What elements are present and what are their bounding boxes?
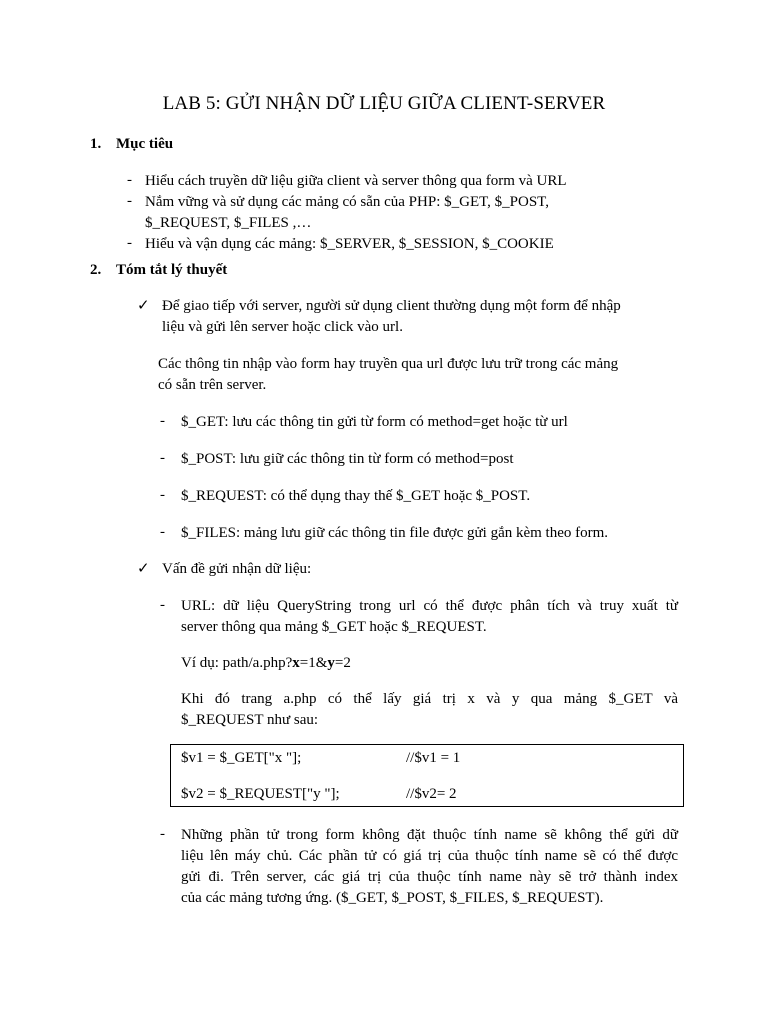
section-title: Tóm tắt lý thuyết bbox=[116, 262, 228, 278]
example-text bbox=[181, 653, 351, 674]
bullet-dash: - bbox=[160, 826, 165, 842]
array-item-files: $_FILES: mảng lưu giữ các thông tin file được gửi gắn kèm theo form. bbox=[181, 525, 609, 541]
example-prefix: Ví dụ: path/a.php? bbox=[181, 655, 293, 671]
theory-text: Để giao tiếp với server, người sử dụng client thường dụng một form để nhập bbox=[162, 298, 621, 314]
theory-paragraph: Các thông tin nhập vào form hay truyền qua url được lưu trữ trong các mảng bbox=[158, 356, 619, 372]
theory-text: liệu và gửi lên server hoặc click vào url. bbox=[162, 319, 403, 335]
bullet-dash: - bbox=[127, 172, 132, 188]
theory-paragraph: có sẵn trên server. bbox=[158, 377, 267, 393]
example-mid: =1& bbox=[299, 655, 328, 671]
section-number: 1. bbox=[90, 136, 102, 152]
document-title: LAB 5: GỬI NHẬN DỮ LIỆU GIỮA CLIENT-SERVER bbox=[162, 93, 606, 114]
code-statement: $v2 = $_REQUEST["y "]; bbox=[181, 786, 340, 802]
url-text: server thông qua mảng $_GET hoặc $_REQUEST. bbox=[181, 619, 487, 635]
name-attribute-text: liệu lên máy chủ. Các phần tử có giá trị của thuộc tính name sẽ có thể được bbox=[181, 848, 678, 864]
section-heading-objectives bbox=[90, 136, 173, 153]
bullet-dash: - bbox=[127, 235, 132, 251]
url-text: URL: dữ liệu QueryString trong url có thể được phân tích và truy xuất từ bbox=[181, 598, 678, 614]
bullet-dash: - bbox=[160, 597, 165, 613]
bullet-dash: - bbox=[160, 413, 165, 429]
example-param-y: y bbox=[327, 655, 335, 671]
name-attribute-text: gửi đi. Trên server, các giá trị của thuộc tính name này sẽ trở thành index bbox=[181, 869, 678, 885]
section-heading-theory bbox=[90, 262, 227, 279]
array-item-request: $_REQUEST: có thể dụng thay thế $_GET hoặc $_POST. bbox=[181, 488, 531, 504]
code-comment: //$v2= 2 bbox=[406, 786, 457, 802]
bullet-dash: - bbox=[160, 524, 165, 540]
objective-item: Nắm vững và sử dụng các mảng có sẵn của PHP: $_GET, $_POST, bbox=[145, 194, 549, 210]
example-param-x: x bbox=[292, 655, 300, 671]
objective-item-continued: $_REQUEST, $_FILES ,… bbox=[145, 215, 312, 231]
checkmark-icon: ✓ bbox=[137, 561, 150, 577]
section-title: Mục tiêu bbox=[116, 136, 174, 152]
name-attribute-text: Những phần tử trong form không đặt thuộc tính name sẽ không thể gửi dữ bbox=[181, 827, 678, 843]
array-item-get: $_GET: lưu các thông tin gửi từ form có method=get hoặc từ url bbox=[181, 414, 568, 430]
khi-text: Khi đó trang a.php có thể lấy giá trị x và y qua mảng $_GET và bbox=[181, 691, 678, 707]
name-attribute-text: của các mảng tương ứng. ($_GET, $_POST, $_FILES, $_REQUEST). bbox=[181, 890, 604, 906]
example-suffix: =2 bbox=[334, 655, 351, 671]
code-comment: //$v1 = 1 bbox=[406, 750, 461, 766]
array-item-post: $_POST: lưu giữ các thông tin từ form có method=post bbox=[181, 451, 514, 467]
code-example-box bbox=[170, 744, 684, 807]
checkmark-icon: ✓ bbox=[137, 298, 150, 314]
bullet-dash: - bbox=[160, 450, 165, 466]
bullet-dash: - bbox=[127, 193, 132, 209]
objective-item: Hiểu và vận dụng các mảng: $_SERVER, $_SESSION, $_COOKIE bbox=[145, 236, 554, 252]
theory-subheading: Vấn đề gửi nhận dữ liệu: bbox=[162, 561, 312, 577]
code-statement: $v1 = $_GET["x "]; bbox=[181, 750, 302, 766]
khi-text: $_REQUEST như sau: bbox=[181, 712, 319, 728]
bullet-dash: - bbox=[160, 487, 165, 503]
section-number: 2. bbox=[90, 262, 102, 278]
objective-item: Hiểu cách truyền dữ liệu giữa client và server thông qua form và URL bbox=[145, 173, 567, 189]
